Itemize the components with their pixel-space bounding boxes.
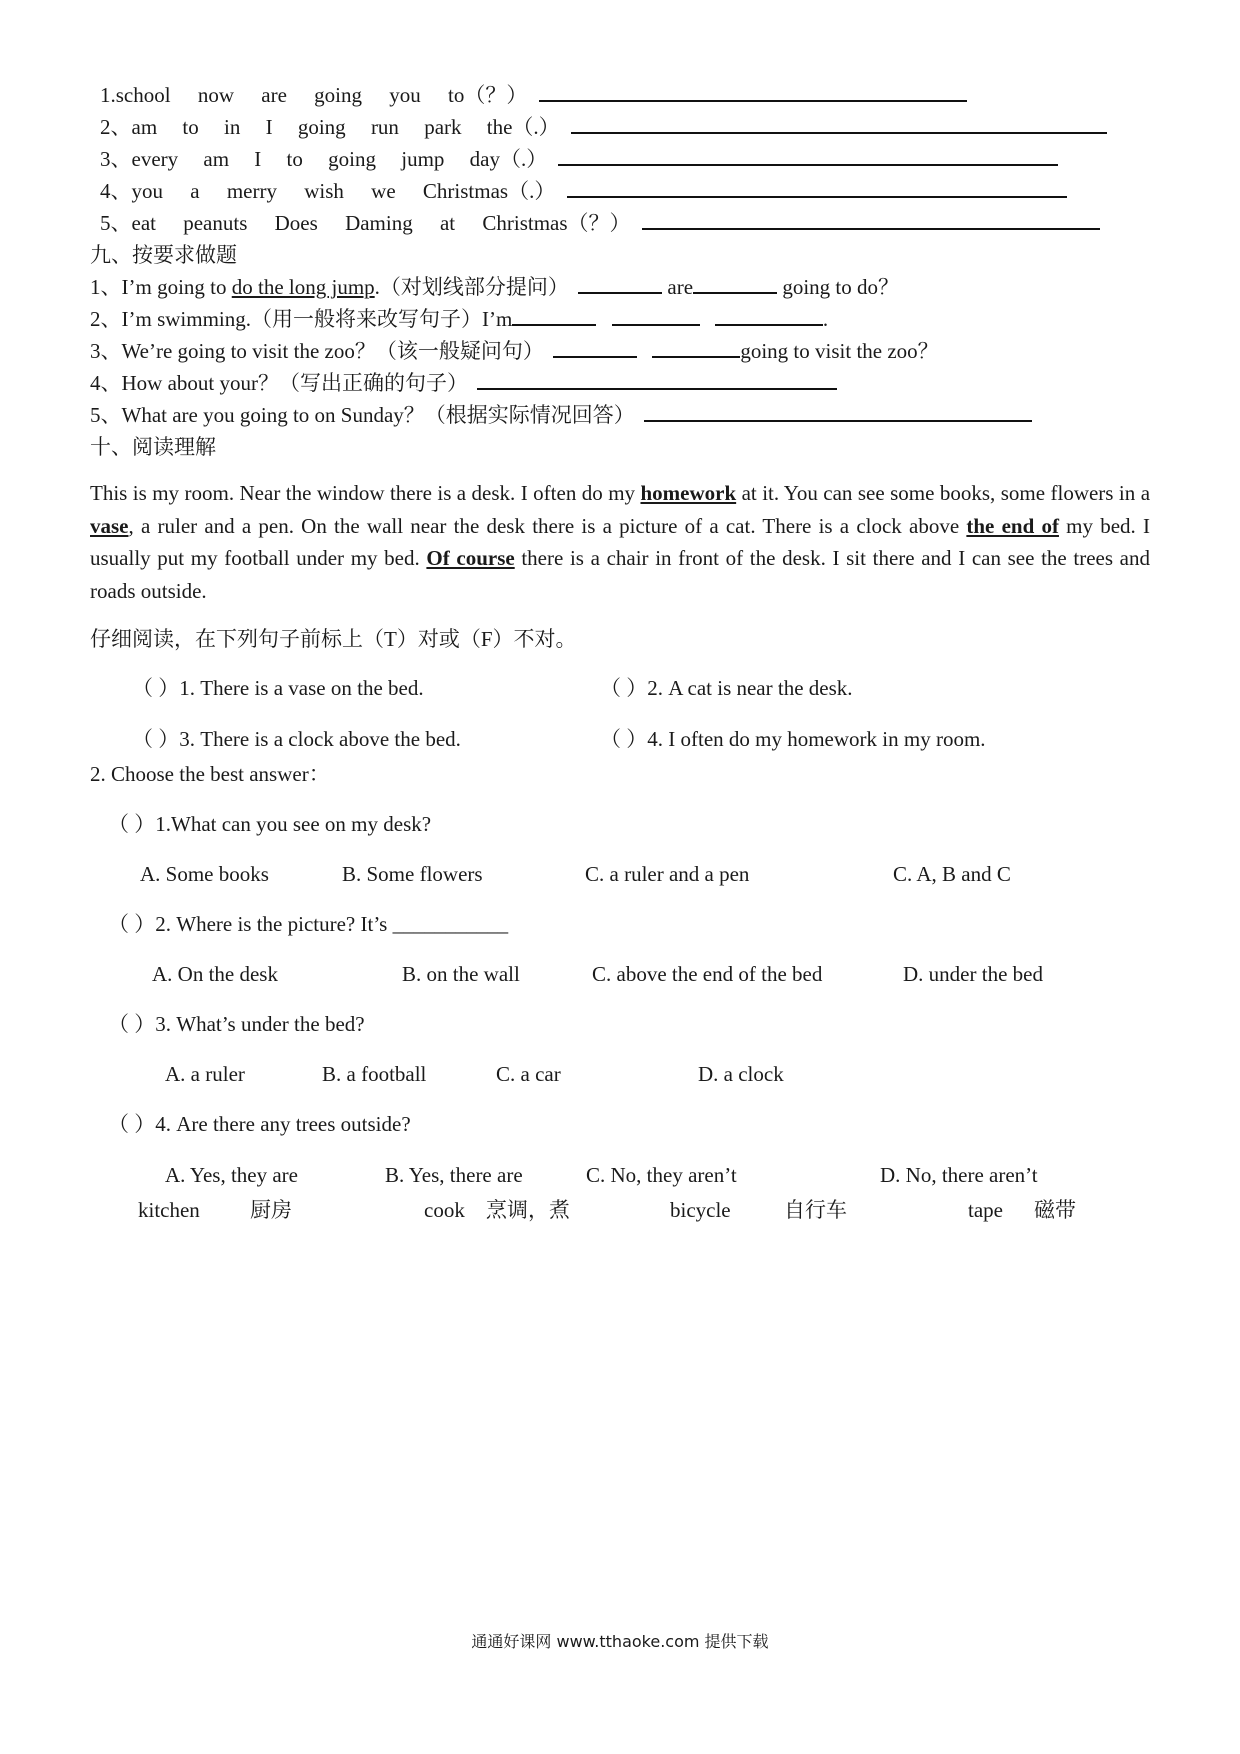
mc-question-3[interactable]: （ ）3. What’s under the bed? [108, 1012, 365, 1036]
page-footer: 通通好课网 www.tthaoke.com 提供下载 [471, 1632, 769, 1651]
mc-option[interactable]: C. A, B and C [893, 862, 1011, 886]
mc-title: 2. Choose the best answer： [90, 762, 330, 786]
vocab-en: bicycle [670, 1198, 731, 1222]
vocab-en: kitchen [138, 1198, 200, 1222]
q8-3-line: 3、every am I to going jump day（.） [100, 146, 1058, 172]
mc-option[interactable]: A. a ruler [165, 1062, 245, 1086]
answer-blank[interactable] [652, 338, 740, 358]
mc-option[interactable]: D. No, there aren’t [880, 1163, 1038, 1187]
mc-option[interactable]: A. Some books [140, 862, 269, 886]
mc-question-1[interactable]: （ ）1.What can you see on my desk? [108, 812, 432, 836]
q8-5-line: 5、eat peanuts Does Daming at Christmas（？） [100, 210, 1100, 236]
answer-blank[interactable] [512, 306, 596, 326]
q8-4-line: 4、you a merry wish we Christmas（.） [100, 178, 1067, 204]
vocab-zh: 烹调，煮 [486, 1198, 570, 1222]
section9-title: 九、按要求做题 [90, 243, 237, 267]
q8-2-line: 2、am to in I going run park the（.） [100, 114, 1107, 140]
mc-option[interactable]: B. Yes, there are [385, 1163, 523, 1187]
answer-blank[interactable] [553, 338, 637, 358]
vocab-zh: 自行车 [784, 1198, 847, 1222]
tf-item-3[interactable]: （ ）3. There is a clock above the bed. [132, 727, 461, 751]
mc-option[interactable]: D. under the bed [903, 962, 1043, 986]
mc-option[interactable]: C. a car [496, 1062, 561, 1086]
mc-option[interactable]: C. above the end of the bed [592, 962, 823, 986]
q8-1-line: 1.school now are going you to（？） [100, 82, 967, 108]
mc-option[interactable]: C. a ruler and a pen [585, 862, 750, 886]
tf-item-4[interactable]: （ ）4. I often do my homework in my room. [600, 727, 986, 751]
vocab-en: tape [968, 1198, 1003, 1222]
section10-title: 十、阅读理解 [90, 435, 216, 459]
vocab-zh: 厨房 [250, 1198, 292, 1222]
answer-blank[interactable] [612, 306, 700, 326]
vocab-en: cook [424, 1198, 465, 1222]
mc-option[interactable]: A. Yes, they are [165, 1163, 298, 1187]
mc-option[interactable]: A. On the desk [152, 962, 278, 986]
mc-option[interactable]: C. No, they aren’t [586, 1163, 737, 1187]
reading-passage: This is my room. Near the window there is a desk. I often do my homework at it. You can see some books, some flowers in a vase, a ruler and a pen. On the wall near the desk there is a picture of a cat. There is a clock above the end of my bed. I usually put my football under my bed. Of course there is a chair in front of the desk. I sit there and I can see the trees and roads outside. [90, 481, 1151, 603]
mc-option[interactable]: B. on the wall [402, 962, 520, 986]
answer-blank[interactable] [642, 210, 1100, 230]
mc-option[interactable]: B. Some flowers [342, 862, 483, 886]
answer-blank[interactable] [558, 146, 1058, 166]
answer-blank[interactable] [715, 306, 823, 326]
mc-option[interactable]: D. a clock [698, 1062, 784, 1086]
q9-1-line: 1、I’m going to do the long jump.（对划线部分提问） are going to do？ [90, 275, 899, 299]
vocab-zh: 磁带 [1034, 1198, 1076, 1222]
tf-item-1[interactable]: （ ）1. There is a vase on the bed. [132, 676, 424, 700]
tf-item-2[interactable]: （ ）2. A cat is near the desk. [600, 676, 853, 700]
q9-4-line: 4、How about your？（写出正确的句子） [90, 370, 837, 396]
answer-blank[interactable] [477, 370, 837, 390]
tf-instruction: 仔细阅读，在下列句子前标上（T）对或（F）不对。 [90, 627, 577, 651]
mc-option[interactable]: B. a football [322, 1062, 427, 1086]
mc-question-4[interactable]: （ ）4. Are there any trees outside? [108, 1112, 411, 1136]
answer-blank[interactable] [693, 274, 777, 294]
answer-blank[interactable] [644, 402, 1032, 422]
mc-question-2[interactable]: （ ）2. Where is the picture? It’s ___________ [108, 912, 509, 936]
q9-2-line: 2、I’m swimming.（用一般将来改写句子）I’m . [90, 307, 829, 331]
answer-blank[interactable] [578, 274, 662, 294]
answer-blank[interactable] [567, 178, 1067, 198]
q9-3-line: 3、We’re going to visit the zoo？（该一般疑问句） going to visit the zoo？ [90, 339, 939, 363]
answer-blank[interactable] [539, 82, 967, 102]
q9-5-line: 5、What are you going to on Sunday？（根据实际情况回答） [90, 402, 1032, 428]
answer-blank[interactable] [571, 114, 1107, 134]
